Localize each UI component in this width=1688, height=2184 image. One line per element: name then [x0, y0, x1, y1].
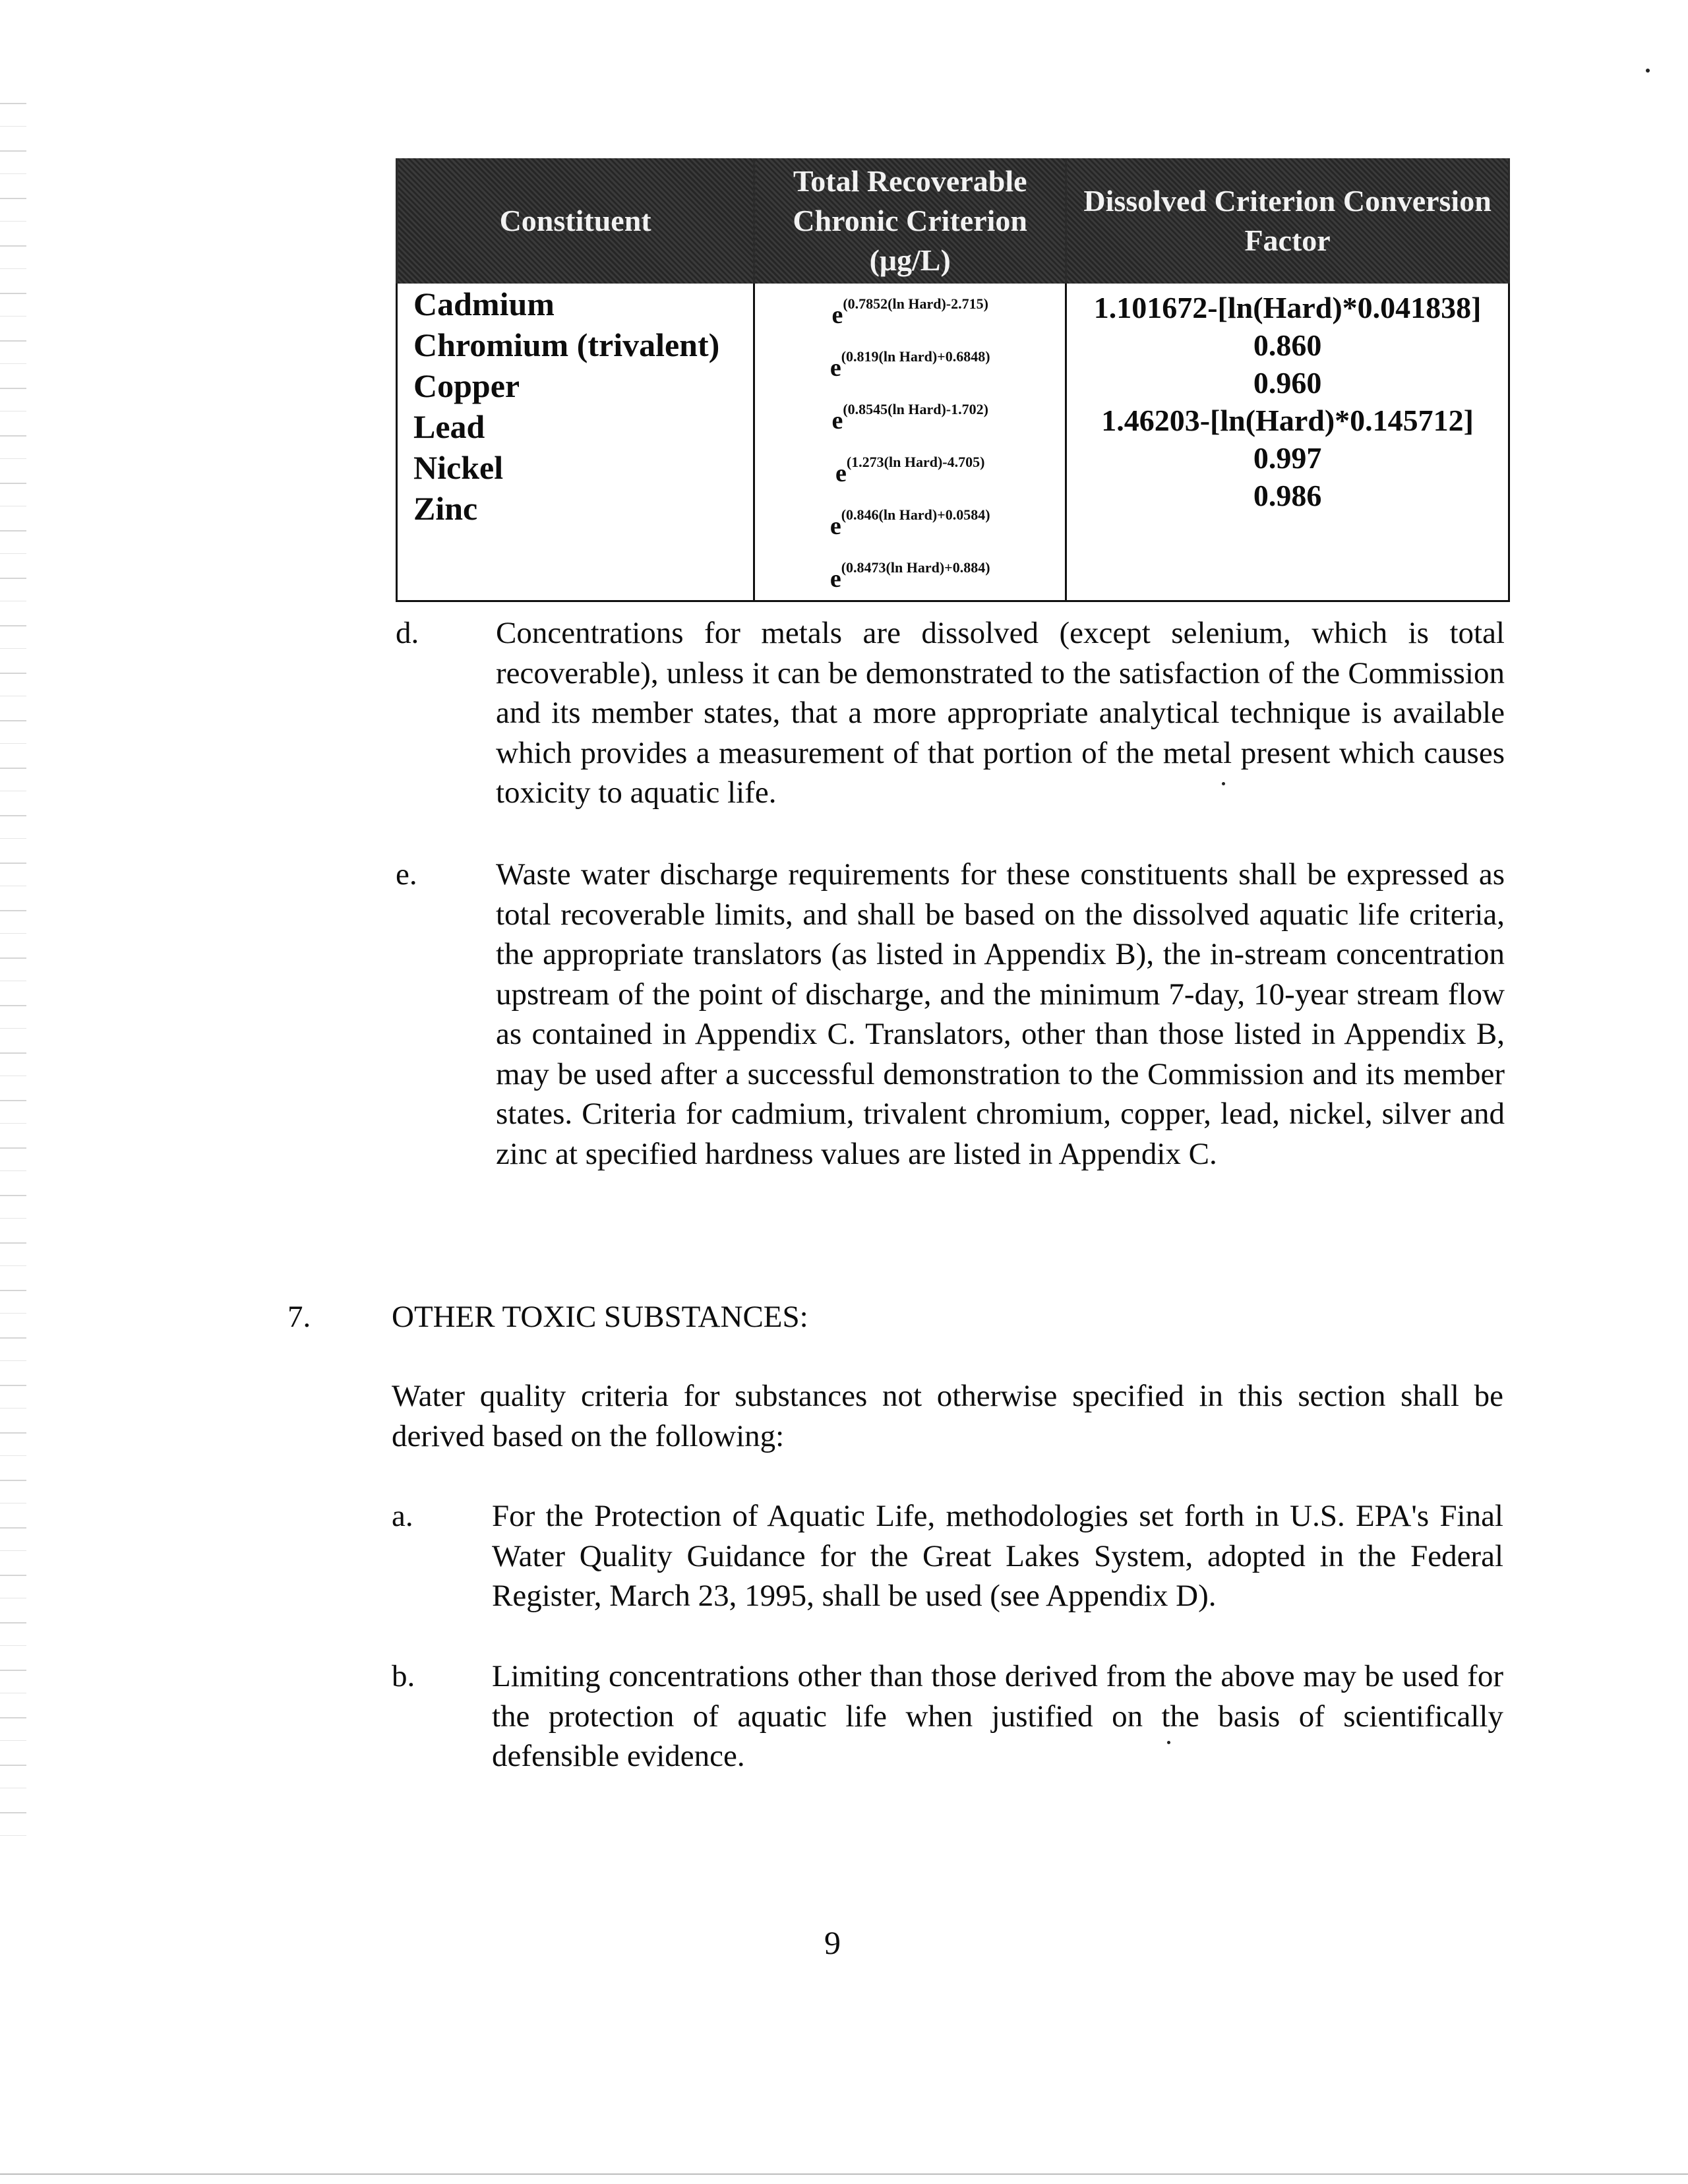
constituent-cell	[397, 284, 754, 601]
formula-cadmium	[755, 284, 1065, 336]
factor-chromium: 0.860	[1253, 328, 1322, 362]
scan-edge-artifact	[0, 79, 26, 1860]
section-title: OTHER TOXIC SUBSTANCES:	[392, 1300, 808, 1334]
section-intro: Water quality criteria for substances not otherwise specified in this section shall be derived based on the following:	[392, 1379, 1503, 1453]
note-d-marker: d.	[396, 616, 419, 650]
constituent-lead: Lead	[413, 408, 485, 445]
note-d-text: Concentrations for metals are dissolved (except selenium, which is total recoverable), unless it can be demonstrated to the satisfaction of the Commission and its member states, that a more appropriate analytical technique is available which provides a measurement of that portion of the metal present which causes toxicity to aquatic life.	[496, 616, 1505, 810]
page-number: 9	[824, 1924, 841, 1961]
formula-chromium	[755, 336, 1065, 389]
formula-lead	[755, 442, 1065, 495]
formula-base: e	[831, 301, 843, 329]
formula-exponent: (0.819(ln Hard)+0.6848)	[841, 348, 990, 365]
table-body-row	[397, 284, 1509, 601]
formula-exponent: (0.8473(ln Hard)+0.884)	[841, 559, 990, 576]
constituent-chromium: Chromium (trivalent)	[413, 326, 720, 363]
header-constituent: Constituent	[397, 158, 754, 284]
factor-cadmium: 1.101672-[ln(Hard)*0.041838]	[1093, 291, 1482, 324]
formula-exponent: (0.8545(ln Hard)-1.702)	[843, 401, 988, 417]
criteria-table	[396, 158, 1510, 602]
header-chronic-criterion: Total Recoverable Chronic Criterion (μg/L)	[754, 158, 1066, 284]
factor-cell	[1066, 284, 1509, 601]
item-a-marker: a.	[392, 1499, 413, 1533]
formula-cell	[754, 284, 1066, 601]
table-header-row	[397, 158, 1509, 284]
formula-base: e	[829, 354, 841, 382]
item-b-text: Limiting concentrations other than those derived from the above may be used for the protection of aquatic life when justified on the basis of scientifically defensible evidence.	[492, 1659, 1503, 1773]
formula-base: e	[829, 512, 841, 540]
factor-zinc: 0.986	[1253, 479, 1322, 512]
formula-base: e	[829, 565, 841, 593]
section-number: 7.	[287, 1300, 311, 1334]
item-a-text: For the Protection of Aquatic Life, methodologies set forth in U.S. EPA's Final Water Quality Guidance for the Great Lakes System, adopted in the Federal Register, March 23, 1995, shall be used (see Appendix D).	[492, 1499, 1503, 1613]
constituent-zinc: Zinc	[413, 490, 478, 527]
formula-base: e	[835, 460, 847, 487]
formula-copper	[755, 389, 1065, 442]
formula-nickel	[755, 495, 1065, 547]
constituent-copper: Copper	[413, 367, 520, 404]
formula-base: e	[831, 407, 843, 435]
note-e-text: Waste water discharge requirements for these constituents shall be expressed as total recoverable limits, and shall be based on the dissolved aquatic life criteria, the appropriate translators (as listed in Appendix B), the in-stream concentration upstream of the point of discharge, and the minimum 7-day, 10-year stream flow as contained in Appendix C. Translators, other than those listed in Appendix B, may be used after a successful demonstration to the Commission and its member states. Criteria for cadmium, trivalent chromium, copper, lead, nickel, silver and zinc at specified hardness values are listed in Appendix C.	[496, 857, 1505, 1171]
formula-zinc	[755, 547, 1065, 600]
constituent-cadmium: Cadmium	[413, 286, 555, 322]
factor-copper: 0.960	[1253, 366, 1322, 400]
factor-nickel: 0.997	[1253, 441, 1322, 475]
factor-lead: 1.46203-[ln(Hard)*0.145712]	[1101, 404, 1474, 437]
formula-exponent: (1.273(ln Hard)-4.705)	[846, 454, 985, 470]
header-conversion-factor: Dissolved Criterion Conversion Factor	[1066, 158, 1509, 284]
scan-bottom-line	[0, 2173, 1688, 2175]
formula-exponent: (0.846(ln Hard)+0.0584)	[841, 506, 990, 523]
note-e-marker: e.	[396, 857, 417, 892]
item-b-marker: b.	[392, 1659, 415, 1693]
scan-speck	[1646, 69, 1650, 73]
formula-exponent: (0.7852(ln Hard)-2.715)	[843, 295, 988, 312]
constituent-nickel: Nickel	[413, 449, 504, 486]
